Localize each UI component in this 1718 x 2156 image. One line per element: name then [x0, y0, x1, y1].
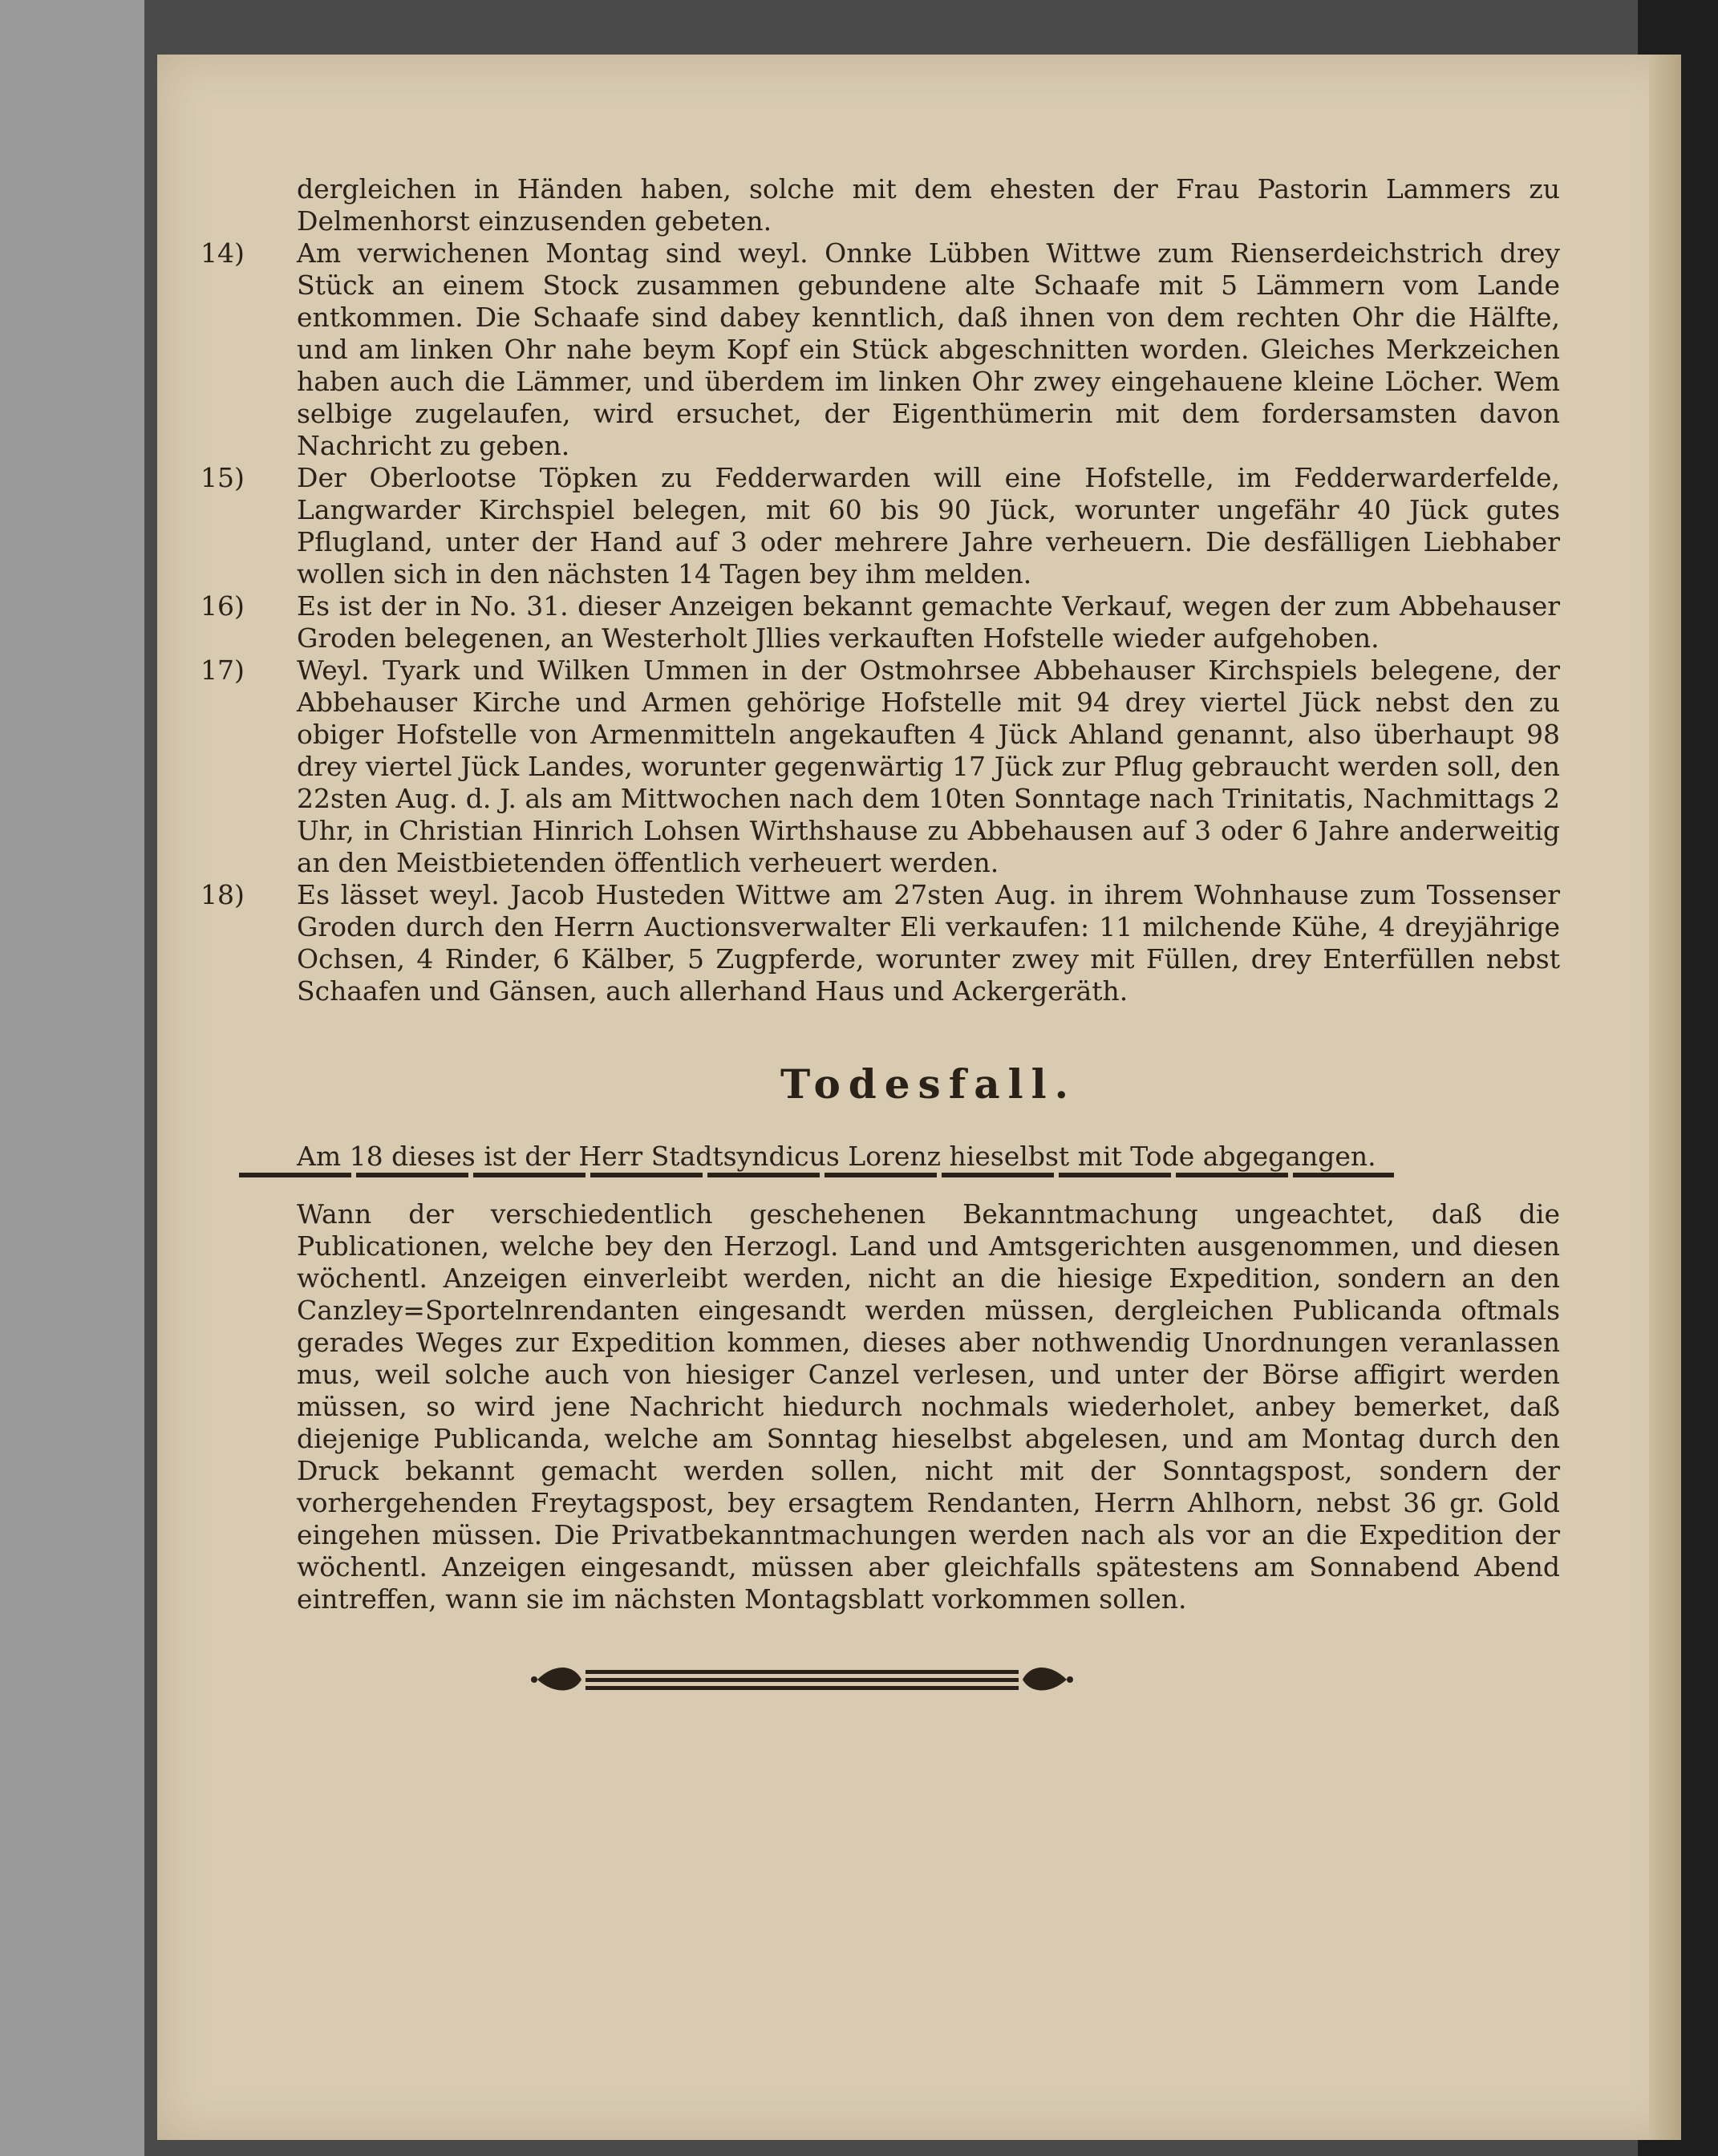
page-edge [1649, 55, 1681, 2140]
publication-notice: Wann der verschiedentlich geschehenen Bekanntmachung ungeachtet, daß die Publicationen, welche bey den Herzogl. Land und Amtsgerichten ausgenommen, und diesen wöchentl. Anzeigen einverleibt werden, nicht an die hiesige Expedition, sondern an den Canzley=Sportelnrendanten eingesandt werden müssen, dergleichen Publicanda oftmals gerades Weges zur Expedition kommen, dieses aber nothwendig Unordnungen veranlassen mus, weil solche auch von hiesiger Canzel verlesen, und unter der Börse affigirt werden müssen, so wird jene Nachricht hiedurch nochmals wiederholet, anbey bemerket, daß diejenige Publicanda, welche am Sonntag hieselbst abgelesen, und am Montag durch den Druck bekannt gemacht werden sollen, nicht mit der Sonntagspost, sondern der vorhergehenden Freytagspost, bey ersagtem Rendanten, Herrn Ahlhorn, nebst 36 gr. Gold eingehen müssen. Die Privatbekanntmachungen werden nach als vor an die Expedition der wöchentl. Anzeigen eingesandt, müssen aber gleichfalls spätestens am Sonnabend Abend eintreffen, wann sie im nächsten Montagsblatt vorkommen sollen. [297, 1198, 1560, 1615]
entry-18 [201, 879, 1560, 1007]
entry-text: Es lässet weyl. Jacob Husteden Wittwe am 27sten Aug. in ihrem Wohnhause zum Tossenser Groden durch den Herrn Auctionsverwalter Eli verkaufen: 11 milchende Kühe, 4 dreyjährige Ochsen, 4 Rinder, 6 Kälber, 5 Zugpferde, worunter zwey mit Füllen, drey Enterfüllen nebst Schaafen und Gänsen, auch allerhand Haus und Ackergeräth. [297, 879, 1560, 1007]
entry-number: 14) [201, 237, 245, 269]
entry-text: Am verwichenen Montag sind weyl. Onnke Lübben Wittwe zum Rienserdeichstrich drey Stück an einem Stock zusammen gebundene alte Schaafe mit 5 Lämmern vom Lande entkommen. Die Schaafe sind dabey kenntlich, daß ihnen von dem rechten Ohr die Hälfte, und am linken Ohr nahe beym Kopf ein Stück abgeschnitten worden. Gleiches Merkzeichen haben auch die Lämmer, und überdem im linken Ohr zwey eingehauene kleine Löcher. Wem selbige zugelaufen, wird ersuchet, der Eigenthümerin mit dem fordersamsten davon Nachricht zu geben. [297, 237, 1560, 461]
entry-text: Weyl. Tyark und Wilken Ummen in der Ostmohrsee Abbehauser Kirchspiels belegene, der Abbehauser Kirche und Armen gehörige Hofstelle mit 94 drey viertel Jück nebst den zu obiger Hofstelle von Armenmitteln angekauften 4 Jück Ahland genannt, also überhaupt 98 drey viertel Jück Landes, worunter gegenwärtig 17 Jück zur Pflug gebraucht werden soll, den 22sten Aug. d. J. als am Mittwochen nach dem 10ten Sonntage nach Trinitatis, Nachmittags 2 Uhr, in Christian Hinrich Lohsen Wirthshause zu Abbehausen auf 3 oder 6 Jahre anderweitig an den Meistbietenden öffentlich verheuert werden. [297, 654, 1560, 878]
entry-14 [201, 237, 1560, 462]
section-divider [239, 1173, 1394, 1177]
entry-number: 15) [201, 462, 245, 493]
entry-number: 17) [201, 654, 245, 686]
entry-number: 18) [201, 879, 245, 910]
death-notice: Am 18 dieses ist der Herr Stadtsyndicus Lorenz hieselbst mit Tode abgegangen. [297, 1141, 1376, 1172]
page-content [201, 173, 1560, 1704]
entry-text: Es ist der in No. 31. dieser Anzeigen bekannt gemachte Verkauf, wegen der zum Abbehauser Groden belegenen, an Westerholt Jllies verkauften Hofstelle wieder aufgehoben. [297, 590, 1560, 654]
continuation-paragraph: dergleichen in Händen haben, solche mit dem ehesten der Frau Pastorin Lammers zu Delmenhorst einzusenden gebeten. [297, 173, 1560, 237]
end-ornament [529, 1662, 1075, 1697]
entry-text: Der Oberlootse Töpken zu Fedderwarden will eine Hofstelle, im Fedderwarderfelde, Langwarder Kirchspiel belegen, mit 60 bis 90 Jück, worunter ungefähr 40 Jück gutes Pflugland, unter der Hand auf 3 oder mehrere Jahre verheuern. Die desfälligen Liebhaber wollen sich in den nächsten 14 Tagen bey ihm melden. [297, 462, 1560, 590]
entry-16 [201, 590, 1560, 654]
entry-number: 16) [201, 590, 245, 622]
death-heading: Todesfall. [780, 1060, 1077, 1108]
entry-15 [201, 462, 1560, 590]
scan-background-left [0, 0, 144, 2156]
entry-17 [201, 654, 1560, 879]
